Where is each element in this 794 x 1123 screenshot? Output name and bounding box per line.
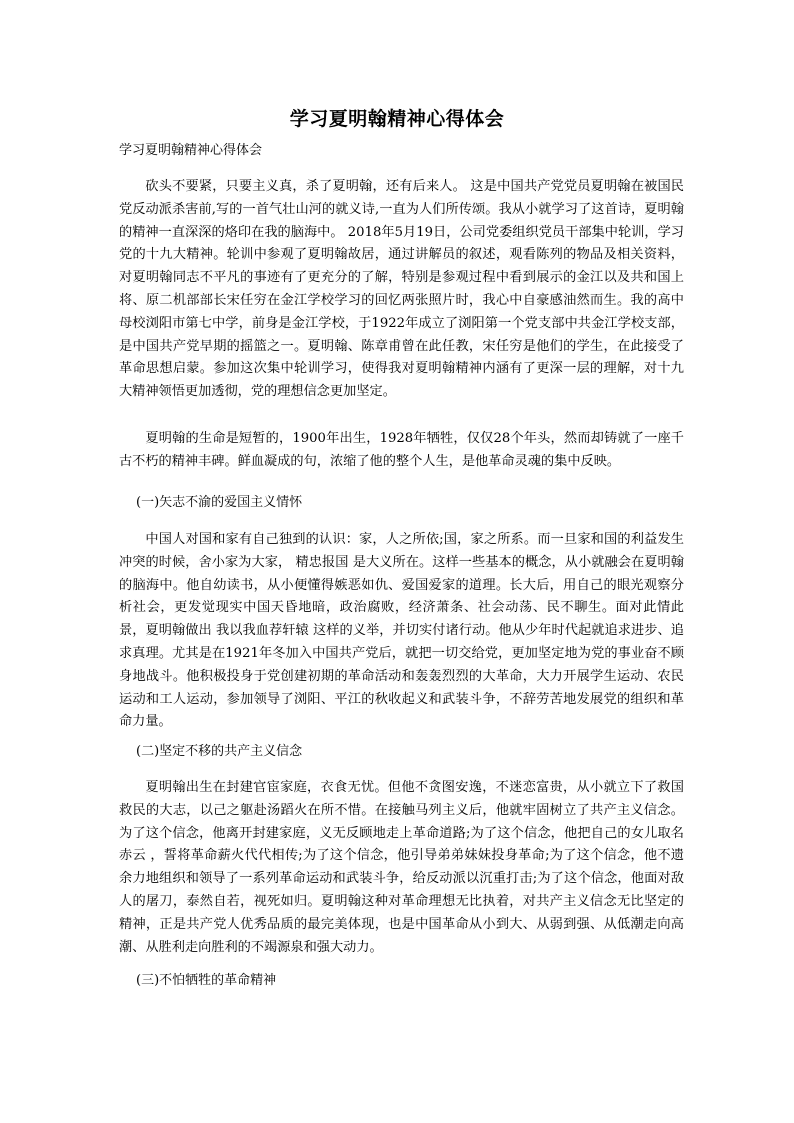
document-title: 学习夏明翰精神心得体会	[289, 108, 505, 130]
document-subtitle: 学习夏明翰精神心得体会	[119, 143, 263, 158]
paragraph-intro: 砍头不要紧，只要主义真，杀了夏明翰，还有后来人。 这是中国共产党党员夏明翰在被国民党反动派杀害前,写的一首气壮山河的就义诗,一直为人们所传颂。我从小就学习了这首诗，夏明翰的精神一直深深的烙印在我的脑海中。 2018年5月19日，公司党委组织党员干部集中轮训，学习党的十九大精神。轮训中参观了夏明翰故居，通过讲解员的叙述，观看陈列的物品及相关资料，对夏明翰同志不平凡的事迹有了更充分的了解，特别是参观过程中看到展示的金江以及共和国上将、原二机部部长宋任穷在金江学校学习的回忆两张照片时，我心中自豪感油然而生。我的高中母校浏阳市第七中学，前身是金江学校，于1922年成立了浏阳第一个党支部中共金江学校支部，是中国共产党早期的摇篮之一。夏明翰、陈章甫曾在此任教，宋任穷是他们的学生，在此接受了革命思想启蒙。参加这次集中轮训学习，使得我对夏明翰精神内涵有了更深一层的理解，对十九大精神领悟更加透彻，党的理想信念更加坚定。	[119, 179, 684, 400]
paragraph-patriotism: 中国人对国和家有自己独到的认识：家，人之所依;国，家之所系。而一旦家和国的利益发生冲突的时候，舍小家为大家， 精忠报国 是大义所在。这样一些基本的概念，从小就融会在夏明翰的脑海中。他自幼读书，从小便懂得嫉恶如仇、爱国爱家的道理。长大后，用自己的眼光观察分析社会，更发觉现实中国天昏地暗，政治腐败，经济萧条、社会动荡、民不聊生。面对此情此景，夏明翰做出 我以我血荐轩辕 这样的义举，并切实付诸行动。他从少年时代起就追求进步、追求真理。尤其是在1921年冬加入中国共产党后，就把一切交给党，更加坚定地为党的事业奋不顾身地战斗。他积极投身于党创建初期的革命活动和轰轰烈烈的大革命，大力开展学生运动、农民运动和工人运动，参加领导了浏阳、平江的秋收起义和武装斗争，不辞劳苦地发展党的组织和革命力量。	[119, 532, 684, 730]
paragraph-life: 夏明翰的生命是短暂的，1900年出生，1928年牺牲，仅仅28个年头，然而却铸就了一座千古不朽的精神丰碑。鲜血凝成的句，浓缩了他的整个人生，是他革命灵魂的集中反映。	[119, 431, 684, 469]
section-heading-belief: (二)坚定不移的共产主义信念	[136, 744, 303, 759]
section-heading-sacrifice: (三)不怕牺牲的革命精神	[136, 973, 277, 988]
paragraph-belief: 夏明翰出生在封建官宦家庭，衣食无忧。但他不贪图安逸，不迷恋富贵，从小就立下了救国救民的大志，以己之躯赴汤蹈火在所不惜。在接触马列主义后，他就牢固树立了共产主义信念。为了这个信念，他离开封建家庭，义无反顾地走上革命道路;为了这个信念，他把自己的女儿取名 赤云 ，誓将革命薪火代代相传;为了这个信念，他引导弟弟妹妹投身革命;为了这个信念，他不遗余力地组织和领导了一系列革命运动和武装斗争，给反动派以沉重打击;为了这个信念，他面对敌人的屠刀，泰然自若，视死如归。夏明翰这种对革命理想无比执着，对共产主义信念无比坚定的精神，正是共产党人优秀品质的最完美体现，也是中国革命从小到大、从弱到强、从低潮走向高潮、从胜利走向胜利的不竭源泉和强大动力。	[119, 780, 684, 955]
section-heading-patriotism: (一)矢志不渝的爱国主义情怀	[136, 495, 303, 510]
